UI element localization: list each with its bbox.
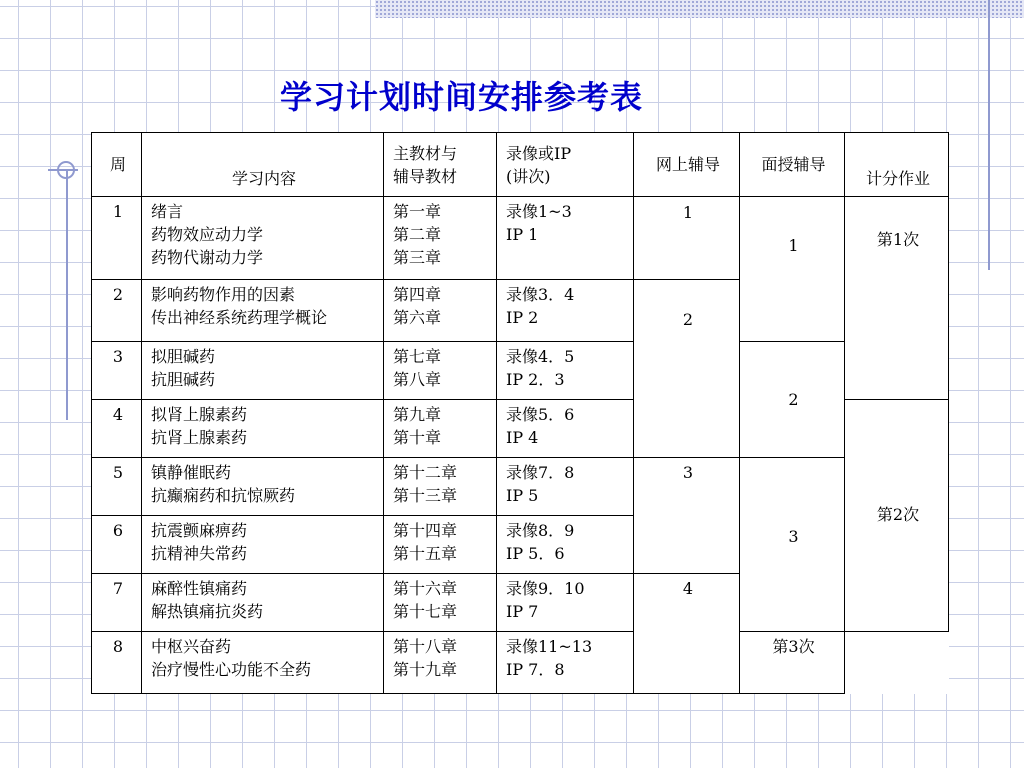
content-line: 绪言 — [151, 202, 184, 221]
inperson-cell-3: 3 — [740, 458, 845, 632]
video-line: IP 2．3 — [506, 370, 565, 389]
header-content: 学习内容 — [142, 133, 384, 197]
inperson-cell-1: 1 — [740, 197, 845, 342]
materials-cell — [384, 516, 497, 574]
header-materials-line2: 辅导教材 — [393, 166, 458, 186]
online-cell-3: 3 — [634, 458, 740, 574]
week-cell: 6 — [92, 516, 142, 574]
content-line: 药物代谢动力学 — [151, 248, 264, 267]
materials-cell — [384, 280, 497, 342]
materials-cell — [384, 632, 497, 694]
video-cell — [497, 400, 634, 458]
video-line: 录像3．4 — [506, 285, 575, 304]
video-line: IP 2 — [506, 308, 539, 327]
video-line: 录像4．5 — [506, 347, 575, 366]
online-cell-1: 1 — [634, 197, 740, 280]
content-cell — [142, 574, 384, 632]
content-cell — [142, 342, 384, 400]
materials-line: 第六章 — [393, 308, 442, 327]
header-row — [92, 133, 949, 197]
video-line: IP 1 — [506, 225, 539, 244]
content-cell — [142, 516, 384, 574]
content-line: 抗精神失常药 — [151, 544, 248, 563]
header-materials-line1: 主教材与 — [393, 143, 458, 163]
video-line: 录像7．8 — [506, 463, 575, 482]
table-row — [92, 458, 949, 516]
week-cell: 5 — [92, 458, 142, 516]
materials-cell — [384, 458, 497, 516]
materials-line: 第八章 — [393, 370, 442, 389]
table-row — [92, 342, 949, 400]
homework-label-2: 第2次 — [876, 504, 920, 524]
table-row — [92, 197, 949, 280]
content-line: 拟胆碱药 — [151, 347, 216, 366]
left-decorative-line — [66, 170, 68, 420]
content-line: 传出神经系统药理学概论 — [151, 308, 328, 327]
materials-line: 第十七章 — [393, 602, 458, 621]
video-line: IP 5．6 — [506, 544, 565, 563]
video-line: 录像1~3 — [506, 202, 572, 221]
right-decorative-line — [988, 0, 990, 270]
video-line: IP 4 — [506, 428, 539, 447]
homework-cell-2 — [845, 400, 949, 632]
content-line: 治疗慢性心功能不全药 — [151, 660, 312, 679]
video-cell — [497, 342, 634, 400]
materials-line: 第十章 — [393, 428, 442, 447]
video-line: 录像9．10 — [506, 579, 585, 598]
week-cell: 7 — [92, 574, 142, 632]
materials-cell — [384, 197, 497, 280]
content-line: 拟肾上腺素药 — [151, 405, 248, 424]
materials-line: 第七章 — [393, 347, 442, 366]
header-homework: 计分作业 — [845, 133, 949, 197]
content-cell — [142, 632, 384, 694]
week-cell: 4 — [92, 400, 142, 458]
homework-cell-3: 第3次 — [740, 632, 845, 694]
week-cell: 3 — [92, 342, 142, 400]
study-schedule-table — [91, 132, 949, 694]
header-week: 周 — [92, 133, 142, 197]
video-cell — [497, 574, 634, 632]
materials-line: 第十五章 — [393, 544, 458, 563]
video-line: IP 5 — [506, 486, 539, 505]
header-video — [497, 133, 634, 197]
materials-cell — [384, 342, 497, 400]
table-row — [92, 632, 949, 694]
header-video-line1: 录像或IP — [506, 143, 572, 163]
page-title: 学习计划时间安排参考表 — [280, 78, 644, 116]
content-line: 抗震颤麻痹药 — [151, 521, 248, 540]
video-cell — [497, 280, 634, 342]
content-line: 抗肾上腺素药 — [151, 428, 248, 447]
materials-line: 第一章 — [393, 202, 442, 221]
content-cell — [142, 197, 384, 280]
materials-line: 第十九章 — [393, 660, 458, 679]
content-line: 麻醉性镇痛药 — [151, 579, 248, 598]
materials-line: 第二章 — [393, 225, 442, 244]
online-cell-2: 2 — [634, 280, 740, 458]
materials-line: 第四章 — [393, 285, 442, 304]
materials-cell — [384, 574, 497, 632]
content-line: 药物效应动力学 — [151, 225, 264, 244]
week-cell: 1 — [92, 197, 142, 280]
header-video-line2: (讲次) — [506, 166, 551, 186]
crosshair-decoration-icon — [48, 155, 78, 185]
inperson-cell-2: 2 — [740, 342, 845, 458]
video-cell — [497, 197, 634, 280]
header-inperson: 面授辅导 — [740, 133, 845, 197]
video-line: 录像11~13 — [506, 637, 593, 656]
materials-line: 第九章 — [393, 405, 442, 424]
content-line: 影响药物作用的因素 — [151, 285, 296, 304]
content-line: 抗癫痫药和抗惊厥药 — [151, 486, 296, 505]
content-cell — [142, 280, 384, 342]
content-line: 抗胆碱药 — [151, 370, 216, 389]
homework-cell-1: 第1次 — [845, 197, 949, 400]
week-cell: 2 — [92, 280, 142, 342]
online-cell-4: 4 — [634, 574, 740, 694]
materials-line: 第三章 — [393, 248, 442, 267]
materials-line: 第十六章 — [393, 579, 458, 598]
materials-line: 第十三章 — [393, 486, 458, 505]
top-decorative-band — [375, 0, 1024, 18]
video-line: 录像5．6 — [506, 405, 575, 424]
video-line: IP 7．8 — [506, 660, 565, 679]
video-cell — [497, 632, 634, 694]
video-line: IP 7 — [506, 602, 539, 621]
content-cell — [142, 458, 384, 516]
content-line: 解热镇痛抗炎药 — [151, 602, 264, 621]
video-cell — [497, 458, 634, 516]
content-cell — [142, 400, 384, 458]
content-line: 中枢兴奋药 — [151, 637, 232, 656]
video-cell — [497, 516, 634, 574]
materials-line: 第十八章 — [393, 637, 458, 656]
materials-line: 第十四章 — [393, 521, 458, 540]
materials-line: 第十二章 — [393, 463, 458, 482]
header-materials — [384, 133, 497, 197]
video-line: 录像8．9 — [506, 521, 575, 540]
week-cell: 8 — [92, 632, 142, 694]
header-online: 网上辅导 — [634, 133, 740, 197]
content-line: 镇静催眠药 — [151, 463, 232, 482]
materials-cell — [384, 400, 497, 458]
